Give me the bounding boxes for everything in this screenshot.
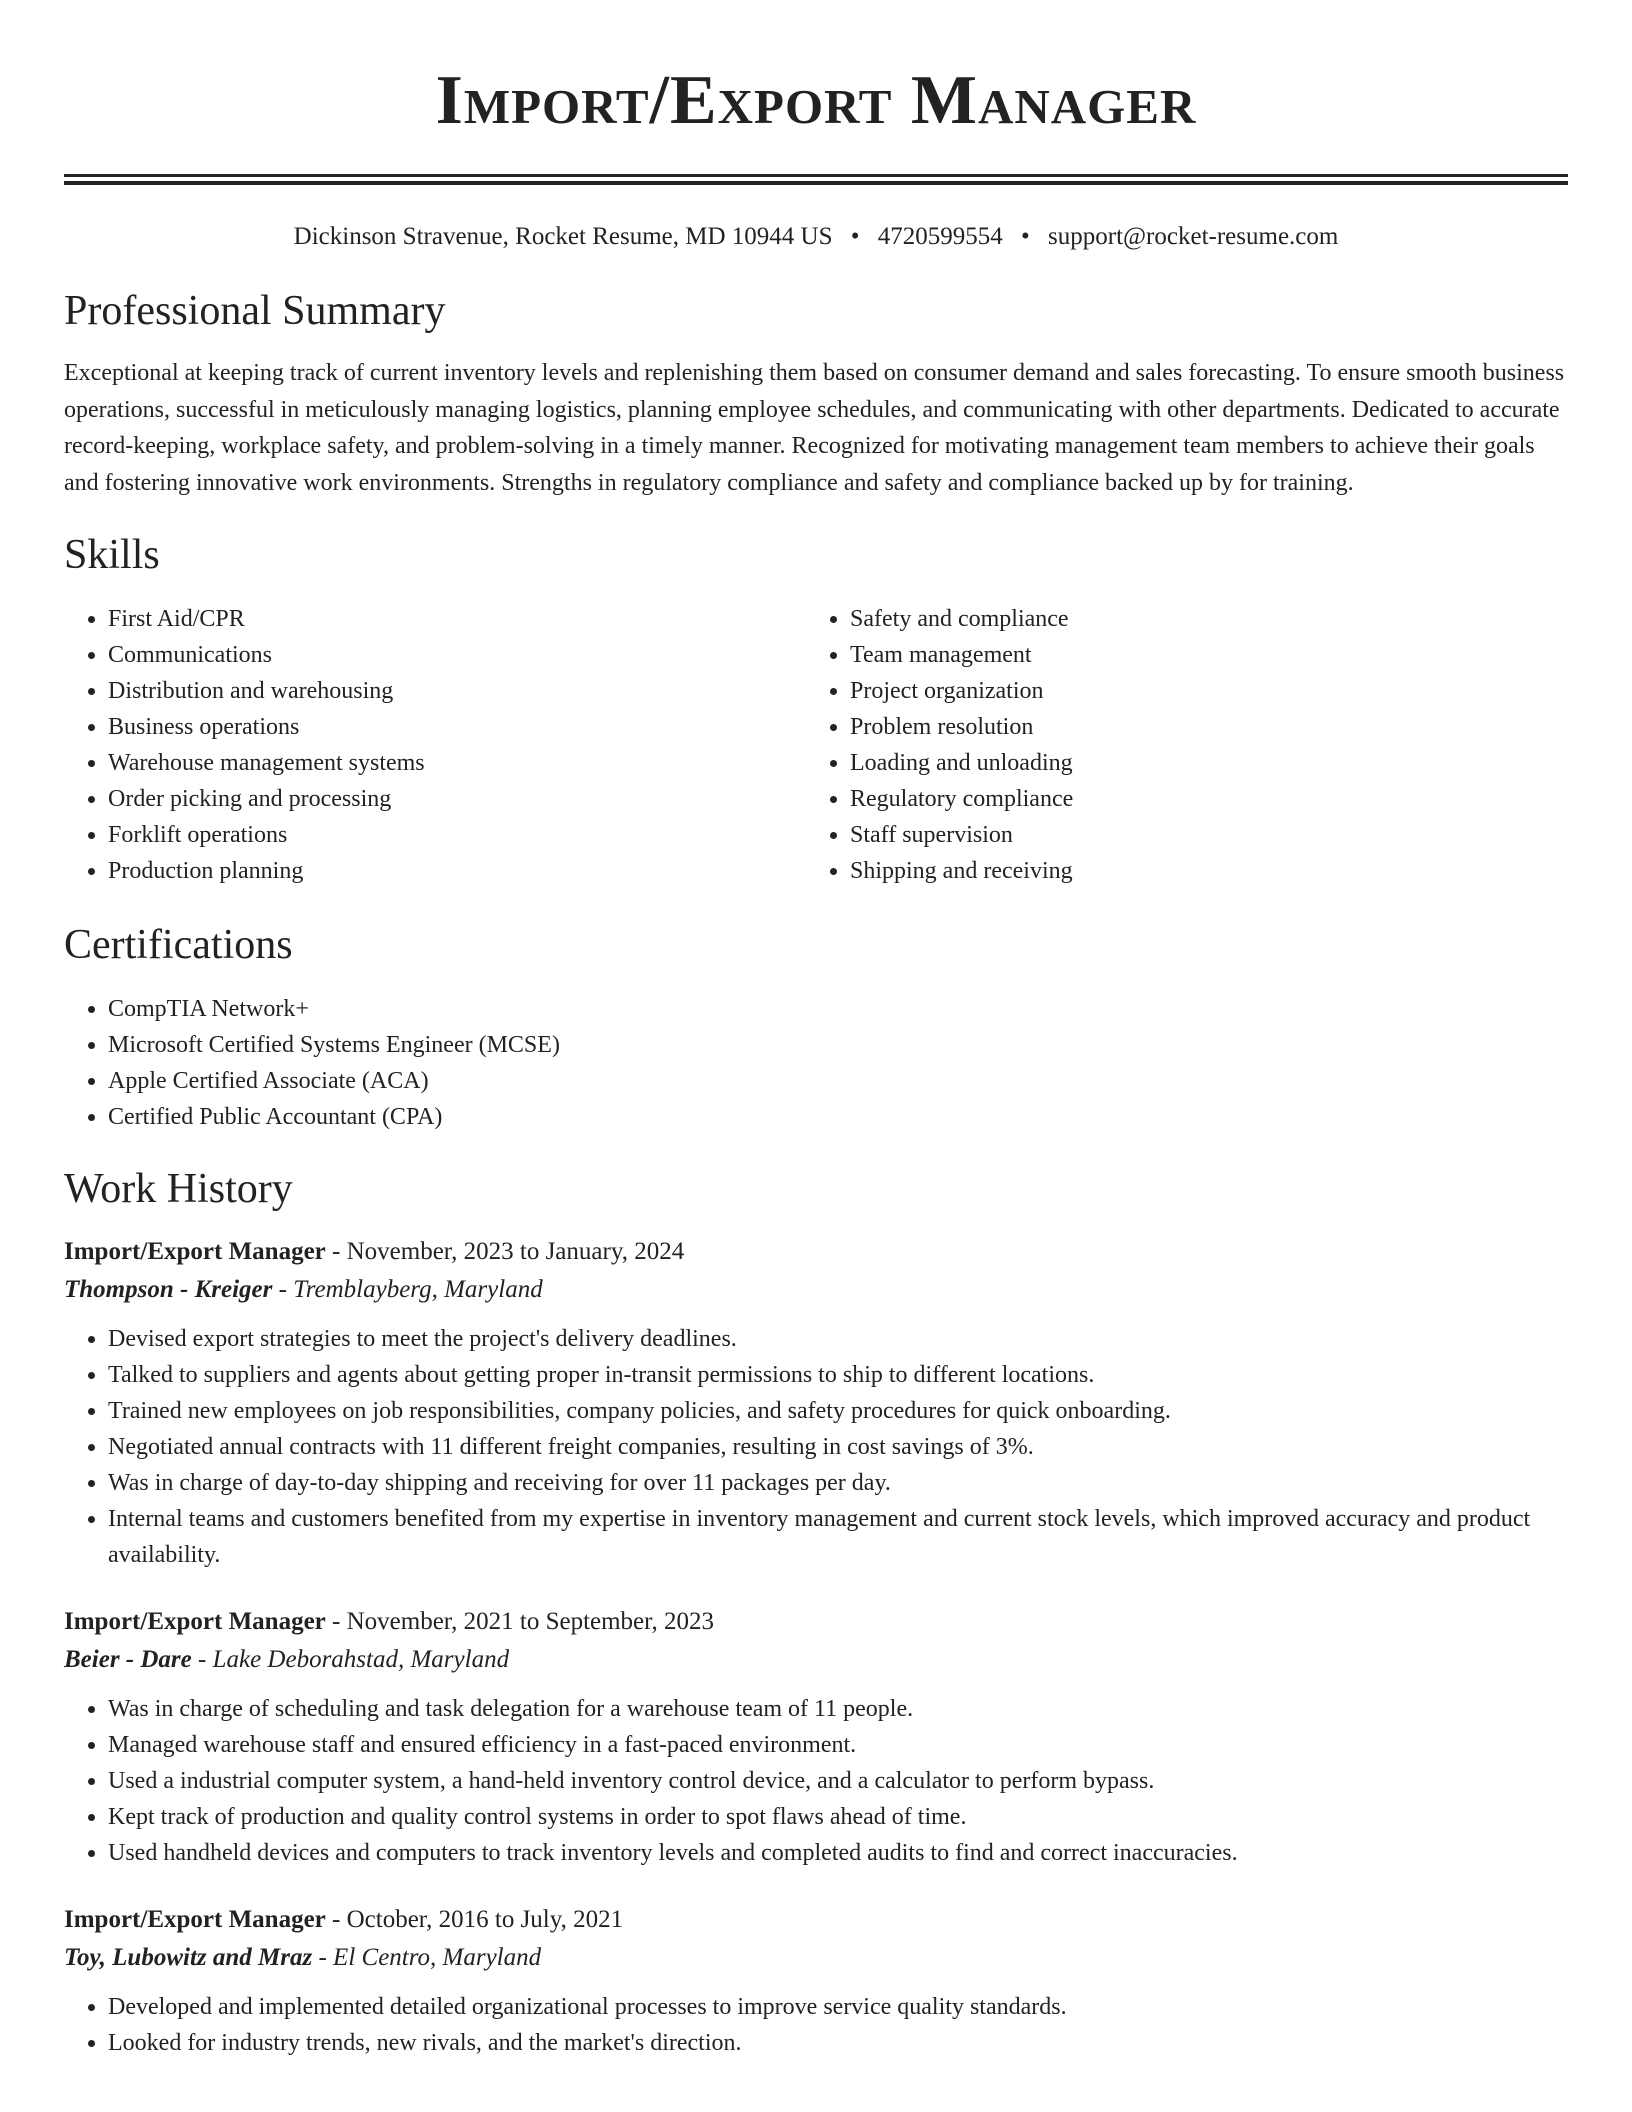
certification-item: • CompTIA Network+ (108, 991, 1568, 1027)
job-bullet: • Used a industrial computer system, a hand-held inventory control device, and a calculator to perform bypass. (108, 1763, 1568, 1799)
job-bullet: • Was in charge of day-to-day shipping and receiving for over 11 packages per day. (108, 1465, 1568, 1501)
skill-item: • Production planning (108, 853, 806, 889)
skill-item: • Forklift operations (108, 817, 806, 853)
job-role: Import/Export Manager (64, 1906, 326, 1933)
job-role: Import/Export Manager (64, 1238, 326, 1265)
job-entry (64, 1603, 1568, 1871)
job-company: Toy, Lubowitz and Mraz (64, 1944, 313, 1971)
job-bullet: • Was in charge of scheduling and task delegation for a warehouse team of 11 people. (108, 1691, 1568, 1727)
resume-title: Import/Export Manager (435, 62, 1197, 139)
summary-section (64, 285, 1568, 501)
skill-item: • Regulatory compliance (850, 781, 1548, 817)
job-bullet: • Managed warehouse staff and ensured efficiency in a fast-paced environment. (108, 1727, 1568, 1763)
skill-item: • First Aid/CPR (108, 601, 806, 637)
skills-list-left (64, 601, 806, 889)
job-location: Tremblayberg, Maryland (293, 1276, 543, 1303)
skill-item: • Staff supervision (850, 817, 1548, 853)
job-entry (64, 1233, 1568, 1573)
job-company: Beier - Dare (64, 1646, 192, 1673)
job-bullet: • Used handheld devices and computers to track inventory levels and completed audits to find and correct inaccuracies. (108, 1835, 1568, 1871)
contact-line (64, 221, 1568, 253)
certifications-heading: Certifications (64, 922, 293, 968)
job-dash: - (325, 1906, 347, 1933)
job-bullets (64, 1321, 1568, 1573)
job-location: Lake Deborahstad, Maryland (212, 1646, 510, 1673)
job-title-line (64, 1233, 1568, 1271)
job-title-line (64, 1901, 1568, 1939)
skill-item: • Problem resolution (850, 709, 1548, 745)
summary-text: Exceptional at keeping track of current inventory levels and replenishing them based on consumer demand and sales forecasting. To ensure smooth business operations, successful in meticulously managing logistics, planning employee schedules, and communicating with other departments. Dedicated to accurate record-keeping, workplace safety, and problem-solving in a timely manner. Recognized for motivating management team members to achieve their goals and fostering innovative work environments. Strengths in regulatory compliance and safety and compliance backed up by for training. (64, 360, 1565, 496)
job-role: Import/Export Manager (64, 1608, 326, 1635)
job-dash: - (312, 1944, 334, 1971)
resume-page (64, 0, 1568, 2061)
skill-item: • Project organization (850, 673, 1548, 709)
job-bullet: • Trained new employees on job responsibilities, company policies, and safety procedures for quick onboarding. (108, 1393, 1568, 1429)
skill-item: • Communications (108, 637, 806, 673)
skills-heading: Skills (64, 532, 160, 578)
skills-column-left (64, 601, 806, 889)
job-company: Thompson - Kreiger (64, 1276, 273, 1303)
contact-phone: 4720599554 (877, 223, 1003, 250)
skills-list-right (806, 601, 1548, 889)
job-bullet: • Looked for industry trends, new rivals, and the market's direction. (108, 2025, 1568, 2061)
job-dash: - (325, 1238, 347, 1265)
certification-item: • Microsoft Certified Systems Engineer (MCSE) (108, 1027, 1568, 1063)
skills-section (64, 529, 1568, 889)
job-company-line (64, 1939, 1568, 1977)
job-bullets (64, 1691, 1568, 1871)
skill-item: • Warehouse management systems (108, 745, 806, 781)
job-company-line (64, 1271, 1568, 1309)
job-company-line (64, 1641, 1568, 1679)
job-dates: November, 2023 to January, 2024 (346, 1238, 685, 1265)
skill-item: • Safety and compliance (850, 601, 1548, 637)
job-entry (64, 1901, 1568, 2061)
summary-heading: Professional Summary (64, 288, 446, 334)
skill-item: • Team management (850, 637, 1548, 673)
title-divider (64, 174, 1568, 185)
job-dates: November, 2021 to September, 2023 (346, 1608, 714, 1635)
certifications-section (64, 919, 1568, 1135)
job-dash: - (325, 1608, 347, 1635)
job-bullet: • Developed and implemented detailed organizational processes to improve service quality standards. (108, 1989, 1568, 2025)
certifications-list (64, 991, 1568, 1135)
job-bullet: • Kept track of production and quality control systems in order to spot flaws ahead of time. (108, 1799, 1568, 1835)
job-bullet: • Devised export strategies to meet the project's delivery deadlines. (108, 1321, 1568, 1357)
skill-item: • Business operations (108, 709, 806, 745)
job-dash: - (191, 1646, 213, 1673)
work-history-section (64, 1163, 1568, 2061)
skill-item: • Order picking and processing (108, 781, 806, 817)
job-bullet: • Talked to suppliers and agents about getting proper in-transit permissions to ship to different locations. (108, 1357, 1568, 1393)
contact-address: Dickinson Stravenue, Rocket Resume, MD 10944 US (293, 223, 833, 250)
certification-item: • Certified Public Accountant (CPA) (108, 1099, 1568, 1135)
skill-item: • Loading and unloading (850, 745, 1548, 781)
contact-email: support@rocket-resume.com (1048, 223, 1339, 250)
job-dates: October, 2016 to July, 2021 (346, 1906, 624, 1933)
contact-separator: • (1021, 223, 1030, 250)
certification-item: • Apple Certified Associate (ACA) (108, 1063, 1568, 1099)
job-bullet: • Negotiated annual contracts with 11 different freight companies, resulting in cost savings of 3%. (108, 1429, 1568, 1465)
job-bullet: • Internal teams and customers benefited from my expertise in inventory management and current stock levels, which improved accuracy and product availability. (108, 1501, 1568, 1573)
job-title-line (64, 1603, 1568, 1641)
job-bullets (64, 1989, 1568, 2061)
job-dash: - (272, 1276, 294, 1303)
job-location: El Centro, Maryland (333, 1944, 542, 1971)
contact-separator: • (850, 223, 860, 250)
skill-item: • Shipping and receiving (850, 853, 1548, 889)
skills-columns (64, 601, 1568, 889)
skills-column-right (806, 601, 1548, 889)
work-history-heading: Work History (64, 1166, 293, 1212)
skill-item: • Distribution and warehousing (108, 673, 806, 709)
